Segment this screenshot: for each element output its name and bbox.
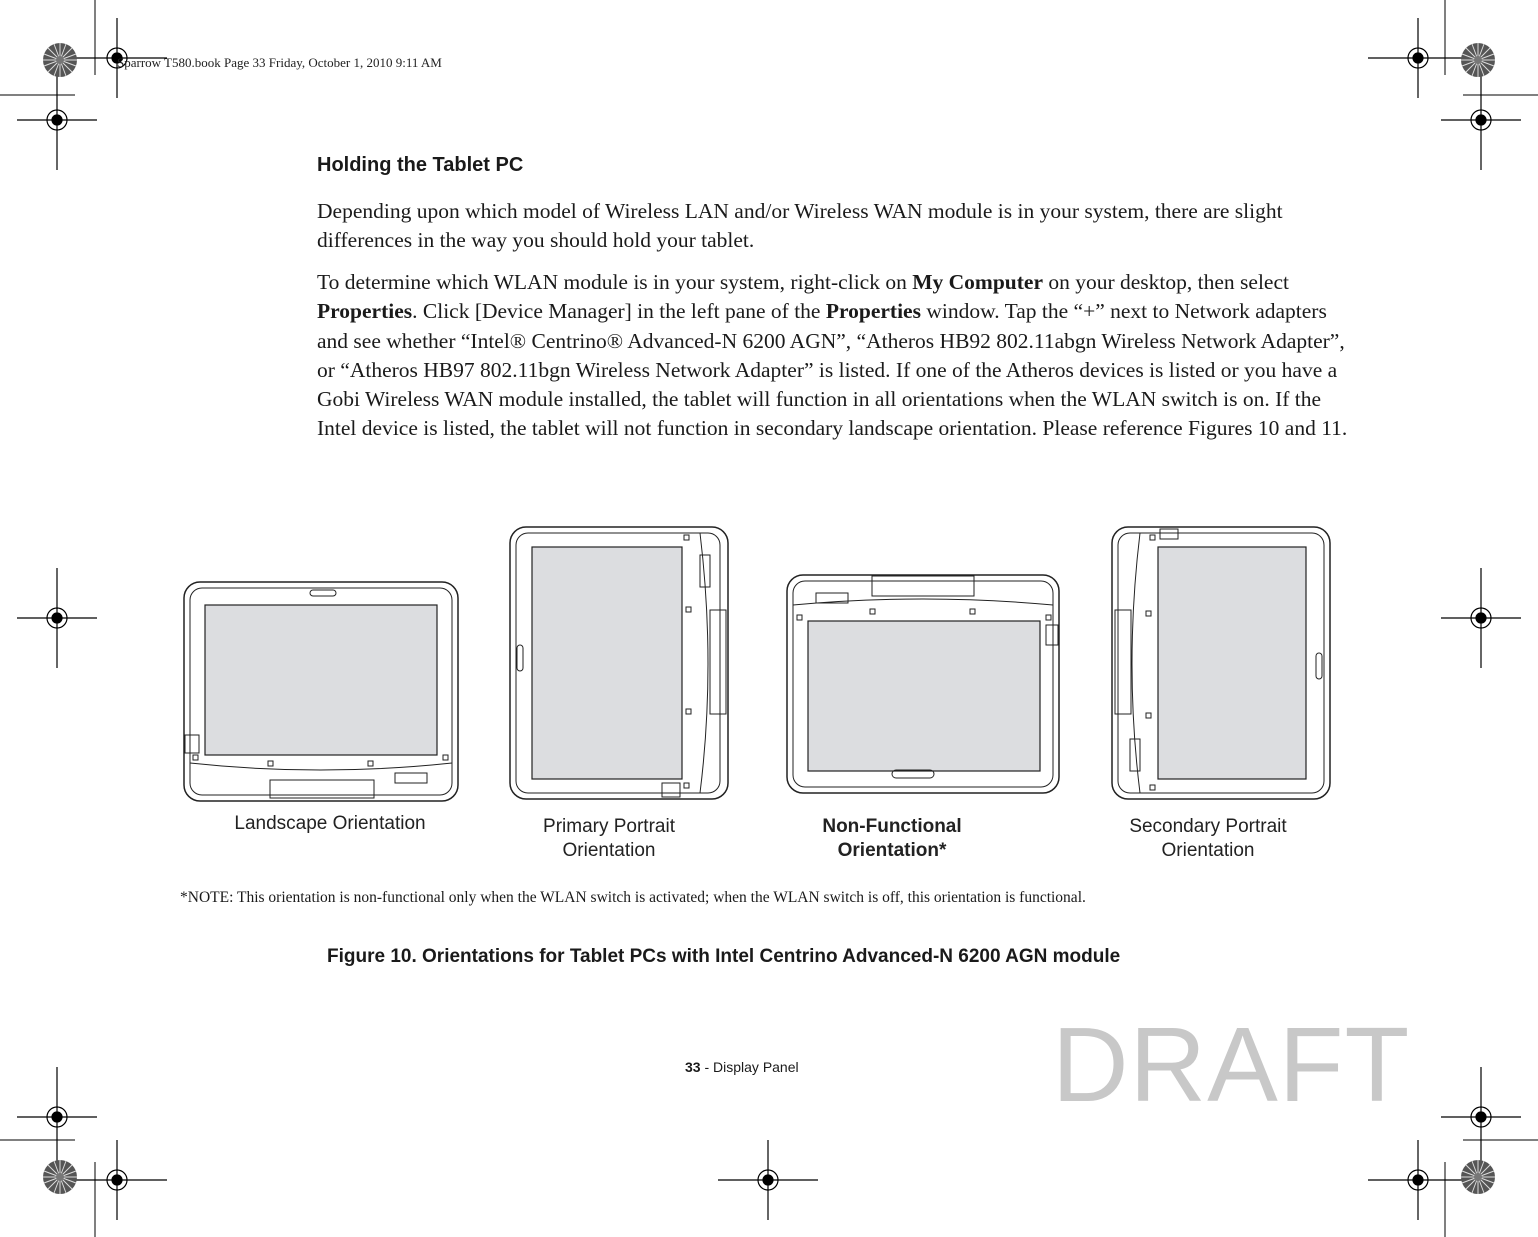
primary-portrait-label: Primary Portrait Orientation xyxy=(543,816,675,861)
landscape-tablet-illustration xyxy=(184,582,458,801)
section-heading: Holding the Tablet PC xyxy=(317,154,524,176)
figure-caption: Figure 10. Orientations for Tablet PCs with Intel Centrino Advanced-N 6200 AGN module xyxy=(327,946,1121,967)
star-target-icon xyxy=(1461,43,1495,77)
my-computer-term: My Computer xyxy=(912,270,1043,294)
paragraph-intro: Depending upon which model of Wireless LAN and/or Wireless WAN module is in your system, there are slight differences in the way you should hold your tablet. xyxy=(317,199,1283,253)
star-target-icon xyxy=(1461,1160,1495,1194)
registration-mark xyxy=(17,568,97,668)
orientation-figure xyxy=(170,515,1340,815)
star-target-icon xyxy=(43,43,77,77)
registration-mark xyxy=(67,1140,167,1220)
non-functional-label: Non-Functional Orientation* xyxy=(822,816,962,861)
registration-mark xyxy=(17,1067,97,1167)
registration-mark xyxy=(1368,18,1468,98)
registration-mark xyxy=(17,70,97,170)
star-target-icon xyxy=(43,1160,77,1194)
registration-mark xyxy=(1441,568,1521,668)
properties-term: Properties xyxy=(317,299,413,324)
landscape-label: Landscape Orientation xyxy=(234,813,426,834)
page-footer xyxy=(685,1059,799,1075)
footer-section-name: - Display Panel xyxy=(700,1059,799,1075)
registration-mark xyxy=(1441,1067,1521,1167)
book-info-slug: Sparrow T580.book Page 33 Friday, October 1, 2010 9:11 AM xyxy=(117,55,442,70)
draft-watermark: DRAFT xyxy=(1052,1006,1411,1124)
secondary-portrait-tablet-illustration xyxy=(1112,527,1330,799)
figure-note: *NOTE: This orientation is non-functional only when the WLAN switch is activated; when the WLAN switch is off, this orientation is functional. xyxy=(180,889,1086,906)
primary-portrait-tablet-illustration xyxy=(510,527,728,799)
secondary-portrait-label: Secondary Portrait Orientation xyxy=(1129,816,1287,861)
properties-window-term: Properties xyxy=(825,299,921,324)
page-number: 33 xyxy=(685,1059,701,1075)
non-functional-tablet-illustration xyxy=(787,575,1059,793)
paragraph-instructions: To determine which WLAN module is in your system, right-click on My Computer on your desktop, then select Properties. Click [Device Manager] in the left pane of the Properties window. Tap the “+” next to Network adapters and see whether “Intel® Centrino® Advanced-N 6200 AGN”, “Atheros HB92 802.11abgn Wireless Network Adapter”, or “Atheros HB97 802.11bgn Wireless Network Adapter” is listed. If one of the Atheros devices is listed or you have a Gobi Wireless WAN module installed, the tablet will function in all orientations when the WLAN switch is on. If the Intel device is listed, the tablet will not function in secondary landscape orientation. Please reference Figures 10 and 11. xyxy=(317,270,1348,441)
registration-mark xyxy=(718,1140,818,1220)
registration-mark xyxy=(1441,70,1521,170)
registration-mark xyxy=(1368,1140,1468,1220)
